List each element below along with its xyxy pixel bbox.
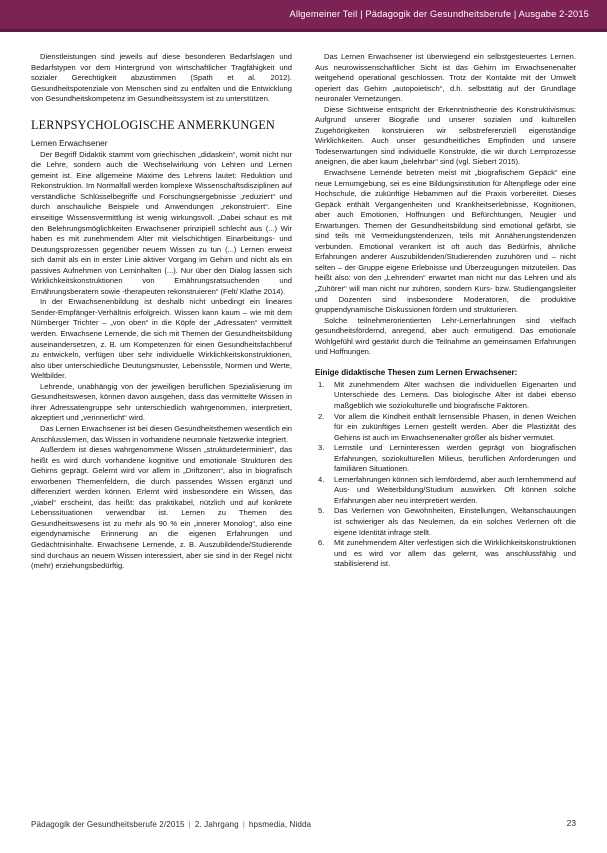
list-item: Mit zunehmendem Alter wachsen die individuellen Eigenarten und Unterschiede des Lernens. Das biologische Alter ist dabei ebenso maßgeblich wie soziokulturelle und biografische Faktoren. <box>334 379 576 410</box>
list-item: Lernstile und Lerninteressen werden geprägt von biografischen Erfahrungen, soziokulturellen Milieus, beruflichen Anforderungen und familiären Situationen. <box>334 443 576 474</box>
two-column-layout <box>31 52 577 802</box>
paragraph-intro: Dienstleistungen sind jeweils auf diese besonderen Bedarfslagen und Bedarfstypen vor dem Hintergrund von wirtschaftlicher Tragfähigkeit und sozialer Gerechtigkeit abzustimmen (Spath et al. 2012). Gesundheitspotenziale von Menschen sind zu entfalten und die Entwicklung von Gesundheitskompetenz im Gesundheitssystem ist zu unterstützen. <box>31 52 292 104</box>
list-item: Vor allem die Kindheit enthält lernsensible Phasen, in denen Weichen für ein zukünftiges Lernen gestellt werden. Aber die Plastizität des Gehirns ist auch im Erwachsenenalter größer als bisher vermutet. <box>334 411 576 442</box>
footer-journal: Pädagogik der Gesundheitsberufe 2/2015 <box>31 820 185 829</box>
list-item: Lernerfahrungen können sich lernfördernd, aber auch lernhemmend auf Aus- und Weiterbildung/Studium auswirken. Oft können solche Erfahrungen aber neu interpretiert werden. <box>334 474 576 505</box>
paragraph: Solche teilnehmerorientierten Lehr-Lernerfahrungen sind vielfach gesundheitsfördernd, anregend, aber auch ermutigend. Das emotionale Wohlgefühl wird gestärkt durch die Teilnahme an gemeinsamen Erfahrungen und Hoffnungen. <box>315 315 576 357</box>
footer-separator: | <box>242 820 245 829</box>
right-column <box>315 52 576 802</box>
footer-separator: | <box>188 820 191 829</box>
left-column <box>31 52 292 802</box>
page-header-banner <box>0 0 607 32</box>
footer-volume: 2. Jahrgang <box>194 820 239 829</box>
paragraph: In der Erwachsenenbildung ist deshalb nicht unbedingt ein lineares Sender-Empfänger-Verhältnis erfolgreich. Wissen kann kaum – wie mit dem Nürnberger Trichter – „von oben“ in die Köpfe der „Adressaten“ vermittelt werden. Erwachsene Lernende, die sich mit Themen der Gesundheitsbildung auseinandersetzen, z. B. um Kompetenzen für einen Gesundheitsfachberuf zu entwickeln, verfügen über sehr individuelle Wirklichkeitskonstruktionen, also über unterschiedliche Deutungsmuster, Lebensstile, Normen und Werte, Weltbilder. <box>31 297 292 381</box>
paragraph: Das Lernen Erwachsener ist bei diesen Gesundheitsthemen wesentlich ein Anschlusslernen, das Wissen in vorhandene neuronale Netzwerke integriert. <box>31 423 293 444</box>
theses-list <box>315 380 576 570</box>
theses-heading: Einige didaktische Thesen zum Lernen Erwachsener: <box>315 367 518 377</box>
footer-publisher: hpsmedia, Nidda <box>248 820 312 829</box>
section-heading: LERNPSYCHOLOGISCHE ANMERKUNGEN <box>31 117 276 132</box>
page-body <box>0 32 607 853</box>
paragraph: Außerdem ist dieses wahrgenommene Wissen „strukturdeterminiert“, das heißt es wird durch vorhandene kognitive und emotionale Strukturen des Gehirns geprägt. Gelernt wird vor allem in „Driftzonen“, also in biografisch erworbenen Themenfeldern, die durch passendes Wissen ergänzt und differenziert werden können. Erlernt wird insbesondere ein Wissen, das „viabel“ erscheint, das heißt: das praktikabel, nützlich und auf konkrete Lebenssituationen verwendbar ist. Lernen zu Themen des Gesundheitswesens ist zu mehr als 90 % ein „innerer Monolog“, also eine eigendynamische Erinnerung an die eigenen Erfahrungen und Gedächtnisinhalte. Erwachsene Lernende, z. B. Auszubildende/Studierende sind durchaus an neuem Wissen interessiert, aber sie sind in der Regel nicht (mehr) erziehungsbedürftig. <box>31 445 292 571</box>
paragraph: Diese Sichtweise entspricht der Erkenntnistheorie des Konstruktivismus: Aufgrund unserer Biografie und unserer sozialen und kulturellen Zugehörigkeiten konstruieren wir selbstreferenziell eigenständige Wirklichkeiten. Auch unser gesundheitliches Empfinden und unsere Todeserwartungen sind individuelle Konstrukte, die wir durch Lernprozesse aneignen, die aber kaum „belehrbar“ sind (vgl. Siebert 2015). <box>315 104 576 167</box>
page-number: 23 <box>566 818 576 828</box>
paragraph: Der Begriff Didaktik stammt vom griechischen „didaskein“, womit nicht nur die Lehre, sondern auch die Wechselwirkung von Lehren und Lernen gemeint ist. Eine allgemeine Maxime des Lehrens lautet: Reduktion und Rekonstruktion. Im Normalfall werden komplexe Wissenschaftsdisziplinen auf verständliche Schlüsselbegriffe und Forschungsergebnisse „reduziert“ und durch anschauliche Beispiele und Anwendungen „rekonstruiert“. Eine einseitige Wissensvermittlung ist wenig wirkungsvoll. „Dabei schaut es mit den Belehrungsmöglichkeiten Erwachsener prinzipiell schlecht aus (...) Wir haben es mit zunehmendem Alter mit vielschichtigen Einarbeitungs- und Deutungsprozessen gegenüber neuem Wissen zu tun (...) Lernen erweist sich damit als ein in erster Linie aktiver Vorgang im Gehirn und nicht als ein passives Aufnehmen von Lerninhalten (...). Nur über den Dialog lassen sich Wirklichkeitskonstruktionen von Ernährungsratsuchenden und Ernährungsberatern sowie -therapeuten rekonstruieren“ (Felt/ Klathe 2014). <box>31 149 292 296</box>
paragraph: Lehrende, unabhängig von der jeweiligen beruflichen Spezialisierung im Gesundheitswesen, können davon ausgehen, dass das vermittelte Wissen in ihrer Adressatengruppe sehr unterschiedlich wahrgenommen, interpretiert, akzeptiert und „verinnerlicht“ wird. <box>31 381 292 423</box>
paragraph: Erwachsene Lernende betreten meist mit „biografischem Gepäck“ eine neue Lernumgebung, sei es eine Bildungsinstitution für Altenpflege oder eine Hochschule, die zukünftige Hebammen auf die Praxis vorbereitet. Dieses Gepäck enthält Vergangenheiten und Krankheitserlebnisse, Kognitionen, aber auch Emotionen, Hoffnungen und Befürchtungen, Neugier und Erwartungen. Themen der Gesundheitsbildung sind emotional gefärbt, sie sind teils mit Vermeidungstendenzen, teils mit Annäherungstendenzen verbunden. Emotional verankert ist oft auch das Bedürfnis, ähnliche Erfahrungen anderer Auszubildenden/Studierenden zuzuhören und – nicht selten – der Gruppe eigene Erlebnisse und Überzeugungen mitzuteilen. Das heißt also: von den „Lehrenden“ erwartet man nicht nur das Lehren und als „Zuhörer“ will man nicht nur zuhören, sondern Kurs- bzw. Studiengangsleiter und Dozenten sind insbesondere Moderatoren, die produktive gruppendynamische Diskussionen fördern und strukturieren. <box>315 168 576 315</box>
list-item: Das Verlernen von Gewohnheiten, Einstellungen, Weltanschauungen ist schwieriger als das Neulernen, da ein solches Verlernen oft die eigene Identität infrage stellt. <box>334 506 576 537</box>
running-head: Allgemeiner Teil | Pädagogik der Gesundheitsberufe | Ausgabe 2-2015 <box>289 9 589 19</box>
paragraph: Das Lernen Erwachsener ist überwiegend ein selbstgesteuertes Lernen. Aus neurowissenschaftlicher Sicht ist das Gehirn im Erwachsenenalter weitgehend operational geschlossen. Trotz der Kontakte mit der Umwelt operiert das Gehirn „autopoietisch“, d.h. selbsttätig auf der Grundlage neuronaler Vernetzungen. <box>315 52 576 104</box>
list-item: Mit zunehmendem Alter verfestigen sich die Wirklichkeitskonstruktionen und es wird vor allem das gelernt, was anschlussfähig und stabilisierend ist. <box>334 538 576 569</box>
page-footer <box>31 816 576 830</box>
footer-citation <box>31 814 311 832</box>
sub-heading: Lernen Erwachsener <box>31 137 108 148</box>
